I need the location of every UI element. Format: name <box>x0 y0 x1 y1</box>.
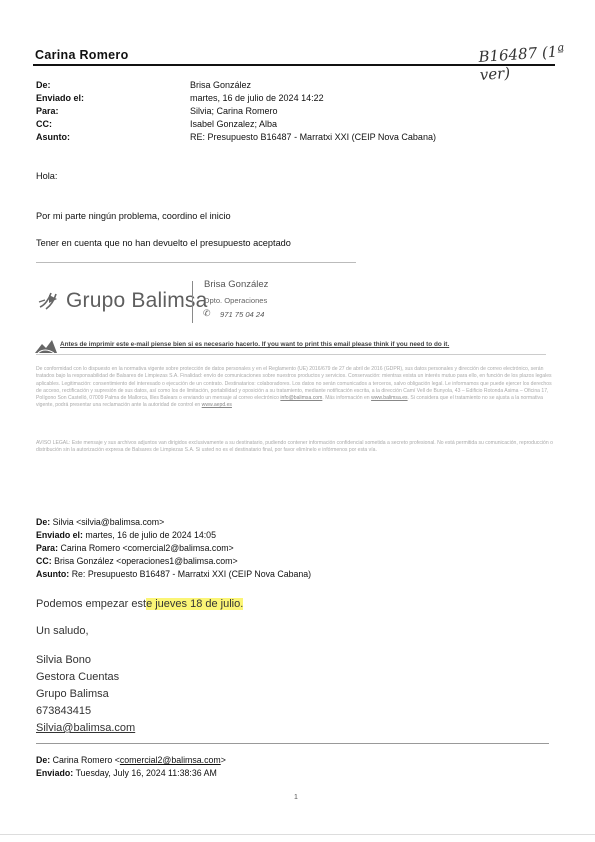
email2-subject <box>36 569 311 579</box>
email-divider <box>36 743 549 744</box>
email2-to-label: Para: <box>36 543 59 553</box>
email2-to <box>36 543 234 553</box>
eco-notice: Antes de imprimir este e-mail piense bien si es necesario hacerlo. If you want to print this email please think if you need to do it. <box>60 341 450 348</box>
greeting: Hola: <box>36 171 58 181</box>
cc-label: CC: <box>36 119 52 129</box>
company-logo-text: Grupo Balimsa <box>66 289 208 312</box>
sig-line-3: Grupo Balimsa <box>36 688 109 700</box>
privacy-web-link[interactable]: www.balimsa.es <box>371 395 408 402</box>
email2-cc <box>36 556 238 566</box>
email2-subject-label: Asunto: <box>36 569 70 579</box>
privacy-text: De conformidad con lo dispuesto en la normativa vigente sobre protección de datos personales y en el Reglamento (UE) 2016/679 de 27 de abril de 2016 (GDPR), sus datos personales y dirección de correo electrónico, serán tratados bajo la responsabilidad de Balsares de Limpiezas S.A. Finalidad: envío de comunicaciones sobre nuestros productos y servicios. Conservación: mientras exista un interés mutuo para ello, en función de los plazos legales aplicables. Legitimación: consentimiento del interesado o ejecución de un contrato. Destinatarios: colaboradores. Los datos no serán comunicados a terceros, salvo obligación legal. Le informamos que puede ejercer los derechos de acceso, rectificación y supresión de sus datos, así como los de limitación, portabilidad y oposición a su tratamiento, mediante notificación escrita, a la dirección Camí Vell de Bunyola, 43 – Edificio Rotonda Asima – Oficina 17, Polígono Son Castelló, 07009 Palma de Mallorca, Illes Balears o enviando un mensaje al correo electrónico <box>36 366 552 402</box>
eco-divider <box>36 354 546 355</box>
balimsa-logo-icon <box>37 289 63 318</box>
email2-from-value: Silvia <silvia@balimsa.com> <box>52 517 165 527</box>
email2-to-value: Carina Romero <comercial2@balimsa.com> <box>60 543 234 553</box>
email3-from-name: Carina Romero < <box>52 755 120 765</box>
email2-message-text: Podemos empezar est <box>36 598 147 610</box>
eco-leaf-icon <box>34 337 58 360</box>
to-value: Silvia; Carina Romero <box>190 106 278 116</box>
highlighted-date: e jueves 18 de julio. <box>146 598 244 610</box>
email2-sent <box>36 530 216 540</box>
privacy-email-link[interactable]: info@balimsa.com <box>280 395 323 402</box>
body-line-2: Tener en cuenta que no han devuelto el presupuesto aceptado <box>36 238 291 248</box>
email2-subject-value: Re: Presupuesto B16487 - Marratxi XXI (CEIP Nova Cabana) <box>71 569 312 579</box>
from-value: Brisa González <box>190 80 252 90</box>
subject-value: RE: Presupuesto B16487 - Marratxi XXI (CEIP Nova Cabana) <box>190 132 436 142</box>
title-divider <box>33 64 555 66</box>
privacy-text-mid: . Más información en <box>322 395 370 402</box>
sig-email-link[interactable]: Silvia@balimsa.com <box>36 722 136 734</box>
email3-from-link[interactable]: comercial2@balimsa.com <box>119 755 221 765</box>
email3-from-close: > <box>220 755 226 765</box>
signature-phone: 971 75 04 24 <box>220 310 265 319</box>
privacy-text-end: . Si considera que el tratamiento no se ajusta a la normativa vigente, podrá presentar una reclamación ante la autoridad de control en <box>36 395 543 409</box>
signature-dept: Dpto. Operaciones <box>204 296 268 305</box>
sent-value: martes, 16 de julio de 2024 14:22 <box>190 93 324 103</box>
page-title: Carina Romero <box>35 48 129 62</box>
sent-label: Enviado el: <box>36 93 85 103</box>
email3-from <box>36 755 226 765</box>
email3-sent <box>36 768 217 778</box>
aepd-link[interactable]: www.aepd.es <box>201 402 232 409</box>
email2-sent-value: martes, 16 de julio de 2024 14:05 <box>85 530 216 540</box>
email2-message <box>36 598 243 610</box>
email3-sent-label: Enviado: <box>36 768 74 778</box>
sig-line-1: Silvia Bono <box>36 654 92 666</box>
page-number: 1 <box>294 794 298 801</box>
cc-value: Isabel Gonzalez; Alba <box>190 119 278 129</box>
sig-line-2: Gestora Cuentas <box>36 671 120 683</box>
to-label: Para: <box>36 106 59 116</box>
signature-name: Brisa González <box>204 279 269 290</box>
email2-cc-label: CC: <box>36 556 52 566</box>
email2-from <box>36 517 164 527</box>
email2-sent-label: Enviado el: <box>36 530 83 540</box>
from-label: De: <box>36 80 51 90</box>
email2-from-label: De: <box>36 517 51 527</box>
page-bottom-edge <box>0 834 595 835</box>
email2-cc-value: Brisa González <operaciones1@balimsa.com> <box>54 556 238 566</box>
handwritten-annotation: B16487 (1ª ver) <box>477 42 565 85</box>
sig-line-4: 673843415 <box>36 705 92 717</box>
body-line-1: Por mi parte ningún problema, coordino el inicio <box>36 211 231 221</box>
privacy-notice <box>36 366 556 410</box>
email2-closing: Un saludo, <box>36 625 89 637</box>
legal-notice: AVISO LEGAL: Este mensaje y sus archivos adjuntos van dirigidos exclusivamente a su destinatario, pudiendo contener información confidencial sometida a secreto profesional. No está permitida su comunicación, reproducción o distribución sin la autorización expresa de Balsares de Limpiezas S.A. Si usted no es el destinatario final, por favor elimínelo e infórmenos por esta vía. <box>36 440 553 454</box>
email3-sent-value: Tuesday, July 16, 2024 11:38:36 AM <box>75 768 217 778</box>
subject-label: Asunto: <box>36 132 70 142</box>
phone-icon: ✆ <box>203 308 211 318</box>
logo-divider <box>192 281 193 323</box>
email3-from-label: De: <box>36 755 51 765</box>
signature-divider <box>36 262 356 263</box>
